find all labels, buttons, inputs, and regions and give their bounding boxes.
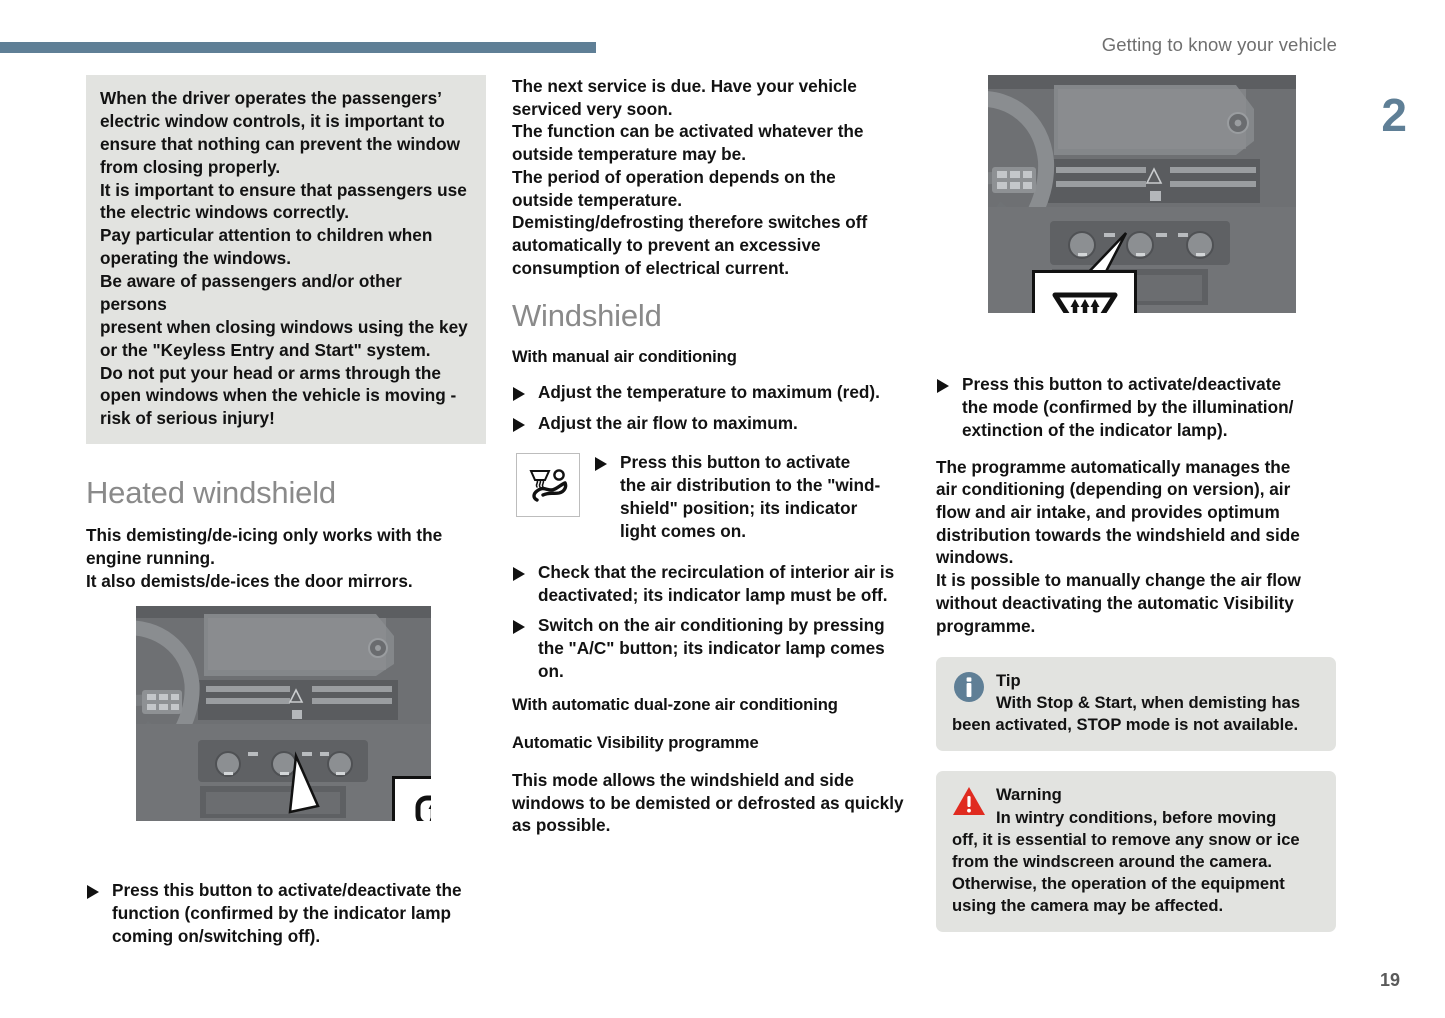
- windshield-defrost-icon: [1049, 285, 1121, 313]
- body-line: distribution towards the windshield and side: [936, 524, 1300, 545]
- intro-line: The next service is due. Have your vehicle: [512, 76, 857, 96]
- heated-windshield-intro: [86, 524, 486, 592]
- body-line: air conditioning (depending on version), air: [936, 479, 1291, 500]
- note-line: Do not put your head or arms through the: [100, 362, 441, 383]
- middle-column: [512, 75, 912, 851]
- intro-line: The period of operation depends on the: [512, 166, 836, 187]
- tip-line: been activated, STOP mode is not available.: [952, 715, 1299, 735]
- bullet-line: coming on/switching off).: [112, 926, 321, 947]
- figure-spacer: [936, 313, 1336, 373]
- figure-spacer: [86, 821, 486, 879]
- rear-window-defrost-icon: [411, 793, 432, 821]
- bullet-text: [538, 381, 912, 404]
- windshield-heading: Windshield: [512, 298, 662, 334]
- bullet-triangle-icon: [512, 620, 526, 634]
- body-line: without deactivating the automatic Visibility: [936, 592, 1294, 613]
- bullet-line: the air distribution to the "wind-: [620, 475, 881, 496]
- bullet-line: Press this button to activate/deactivate: [962, 374, 1282, 394]
- bullet-line: Press this button to activate: [620, 452, 851, 473]
- intro-line: outside temperature may be.: [512, 144, 747, 165]
- ac-switch-on-bullet: [512, 614, 912, 683]
- note-line: electric window controls, it is important to: [100, 110, 445, 131]
- bullet-triangle-icon: [936, 379, 950, 393]
- windshield-distribution-icon-row: [516, 451, 912, 543]
- bullet-line: extinction of the indicator lamp).: [962, 419, 1228, 440]
- heated-windshield-bullet: [86, 879, 486, 948]
- bullet-text: [538, 614, 912, 683]
- note-line: risk of serious injury!: [100, 408, 275, 429]
- bullet-text: [620, 451, 880, 543]
- bullet-text: [112, 879, 486, 948]
- warning-title: Warning: [996, 785, 1062, 805]
- note-line: When the driver operates the passengers’: [100, 88, 442, 108]
- bullet-text: [538, 412, 912, 435]
- warning-line: off, it is essential to remove any snow or ice: [952, 829, 1300, 849]
- bullet-line: deactivated; its indicator lamp must be off.: [538, 584, 888, 605]
- intro-line: automatically to prevent an excessive: [512, 234, 821, 255]
- warning-line: from the windscreen around the camera.: [952, 851, 1272, 871]
- bullet-triangle-icon: [594, 457, 608, 471]
- service-intro-text: [512, 75, 912, 279]
- note-line: or the "Keyless Entry and Start" system.: [100, 339, 431, 360]
- page-header-title: Getting to know your vehicle: [1101, 34, 1337, 55]
- note-line: Pay particular attention to children when: [100, 225, 433, 246]
- bullet-triangle-icon: [512, 418, 526, 432]
- tip-title: Tip: [996, 671, 1021, 691]
- note-line: operating the windows.: [100, 248, 291, 269]
- subhead-automatic-visibility-programme: Automatic Visibility programme: [512, 733, 759, 753]
- dashboard-photo-windshield-defrost: [988, 75, 1296, 313]
- bullet-text: [962, 373, 1336, 442]
- bullet-line: Adjust the air flow to maximum.: [538, 413, 798, 434]
- body-line: as possible.: [512, 815, 611, 836]
- chapter-number: 2: [1381, 89, 1407, 141]
- dashboard-photo-heated-windshield: [136, 606, 431, 821]
- note-line: open windows when the vehicle is moving -: [100, 385, 457, 406]
- windshield-distribution-bullet: [594, 451, 880, 543]
- note-line: from closing properly.: [100, 156, 281, 177]
- intro-line: This demisting/de-icing only works with the: [86, 525, 443, 546]
- intro-line: Demisting/defrosting therefore switches off: [512, 212, 868, 233]
- manual-ac-bullet-airflow: [512, 412, 912, 435]
- note-line: the electric windows correctly.: [100, 202, 349, 223]
- warning-line: Otherwise, the operation of the equipment: [952, 873, 1285, 893]
- callout-windshield-defrost: [1032, 270, 1137, 313]
- heated-windshield-heading: Heated windshield: [86, 475, 336, 511]
- body-line: It is possible to manually change the air flow: [936, 570, 1301, 591]
- body-line: flow and air intake, and provides optimum: [936, 502, 1280, 523]
- subhead-auto-dualzone-ac: With automatic dual-zone air conditioning: [512, 695, 838, 715]
- bullet-line: function (confirmed by the indicator lamp: [112, 903, 451, 924]
- bullet-line: light comes on.: [620, 520, 747, 541]
- recirculation-check-bullet: [512, 561, 912, 607]
- note-line: ensure that nothing can prevent the window: [100, 133, 461, 154]
- intro-line: engine running.: [86, 547, 215, 568]
- bullet-line: Switch on the air conditioning by pressing: [538, 615, 885, 636]
- bullet-line: Press this button to activate/deactivate the: [112, 880, 462, 901]
- intro-line: serviced very soon.: [512, 98, 673, 119]
- right-column: [936, 75, 1336, 932]
- windshield-demist-seat-icon-box: [516, 453, 580, 517]
- visibility-programme-text: [512, 769, 912, 837]
- bullet-line: the "A/C" button; its indicator lamp comes: [538, 638, 885, 659]
- bullet-triangle-icon: [512, 567, 526, 581]
- tip-line: With Stop & Start, when demisting has: [996, 693, 1301, 713]
- bullet-text: [538, 561, 912, 607]
- note-line: Be aware of passengers and/or other persons: [100, 271, 402, 314]
- left-column: [86, 75, 486, 956]
- intro-line: The function can be activated whatever the: [512, 121, 864, 142]
- warning-line: using the camera may be affected.: [952, 895, 1224, 915]
- tip-body: [952, 692, 1320, 736]
- body-line: windows to be demisted or defrosted as quickly: [512, 792, 904, 813]
- dashboard-illustration: [136, 606, 431, 821]
- intro-line: It also demists/de-ices the door mirrors.: [86, 570, 413, 591]
- subhead-manual-ac: With manual air conditioning: [512, 347, 737, 367]
- bullet-line: the mode (confirmed by the illumination/: [962, 396, 1294, 417]
- warning-body: [952, 807, 1320, 917]
- programme-description-text: [936, 456, 1336, 638]
- intro-line: consumption of electrical current.: [512, 257, 789, 278]
- page-number: 19: [1379, 970, 1400, 990]
- body-line: The programme automatically manages the: [936, 456, 1291, 477]
- warning-triangle-icon: [952, 784, 986, 818]
- windshield-demist-seat-icon: [523, 460, 573, 510]
- body-line: This mode allows the windshield and side: [512, 770, 854, 791]
- info-icon: [952, 670, 986, 704]
- body-line: programme.: [936, 615, 1036, 636]
- note-line: It is important to ensure that passengers use: [100, 179, 467, 200]
- callout-rear-defrost: [392, 776, 431, 821]
- bullet-triangle-icon: [86, 885, 100, 899]
- safety-note-box: [86, 75, 486, 444]
- visibility-mode-bullet: [936, 373, 1336, 442]
- bullet-line: Check that the recirculation of interior air is: [538, 561, 895, 582]
- note-line: present when closing windows using the key: [100, 316, 468, 337]
- bullet-line: Adjust the temperature to maximum (red).: [538, 382, 880, 403]
- bullet-line: on.: [538, 661, 564, 682]
- warning-callout: [936, 771, 1336, 931]
- warning-line: In wintry conditions, before moving: [996, 807, 1277, 827]
- manual-ac-bullet-temperature: [512, 381, 912, 404]
- bullet-triangle-icon: [512, 387, 526, 401]
- intro-line: outside temperature.: [512, 189, 683, 210]
- bullet-line: shield" position; its indicator: [620, 497, 858, 518]
- body-line: windows.: [936, 547, 1014, 568]
- header-rule: [0, 42, 596, 53]
- tip-callout: [936, 657, 1336, 751]
